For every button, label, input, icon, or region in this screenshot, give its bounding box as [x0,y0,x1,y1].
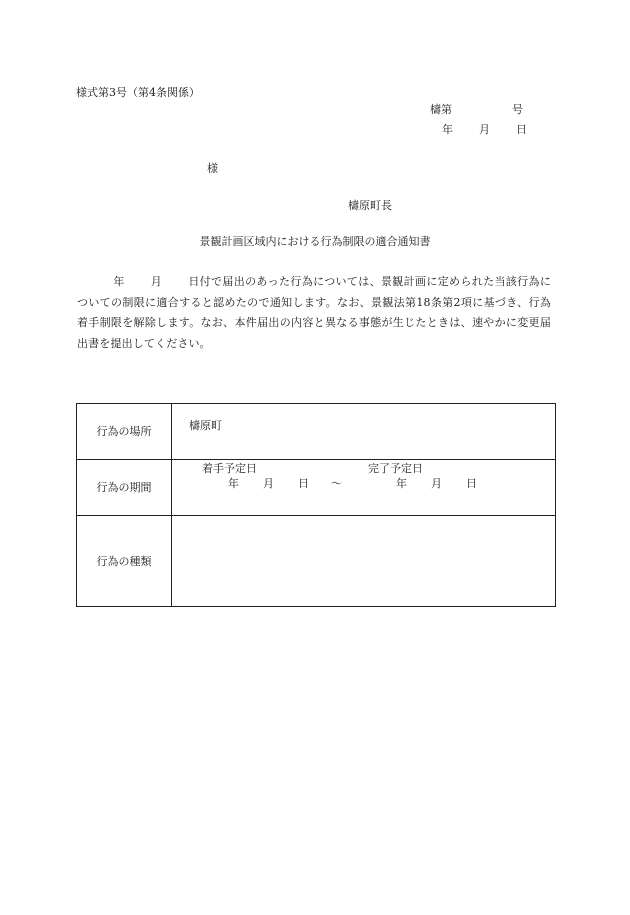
issue-date-day: 日 [516,123,527,136]
location-label: 行為の場所 [77,404,172,460]
start-year: 年 [228,477,239,490]
type-label: 行為の種類 [77,516,172,607]
table-row-location [77,404,556,460]
notice-body [77,272,551,354]
start-day: 日 [298,477,309,490]
notice-body-text: 日付で届出のあった行為については、景観計画に定められた当該行為についての制限に適合すると認めたので通知します。なお、景観法第18条第2項に基づき、行為着手制限を解除します。なお、本件届出の内容と異なる事態が生じたときは、速やかに変更届出書を提出してください。 [77,275,552,350]
addressee: 様 [207,162,218,175]
notice-body-month: 月 [150,275,163,288]
form-number: 様式第3号（第4条関係） [76,86,200,99]
location-cell [172,404,556,460]
table-row-type [77,516,556,607]
issue-date [442,124,527,135]
issue-date-month: 月 [479,123,490,136]
reference-suffix: 号 [512,103,523,116]
period-cell [172,460,556,516]
period-dates [228,478,477,489]
period-label: 行為の期間 [77,460,172,516]
end-date-label: 完了予定日 [368,462,423,475]
notice-body-year: 年 [113,275,125,288]
end-year: 年 [396,477,407,490]
notice-table [76,403,556,607]
location-value: 檮原町 [189,419,222,432]
issue-date-year: 年 [442,123,453,136]
document-title: 景観計画区域内における行為制限の適合通知書 [199,235,431,248]
reference-prefix: 檮第 [430,103,452,116]
start-month: 月 [263,477,274,490]
end-month: 月 [431,477,442,490]
end-day: 日 [466,477,477,490]
reference-number [430,104,523,115]
sender-name: 檮原町長 [348,199,392,212]
period-separator: ～ [331,477,342,490]
table-row-period [77,460,556,516]
type-cell [172,516,556,607]
start-date-label: 着手予定日 [202,462,257,475]
